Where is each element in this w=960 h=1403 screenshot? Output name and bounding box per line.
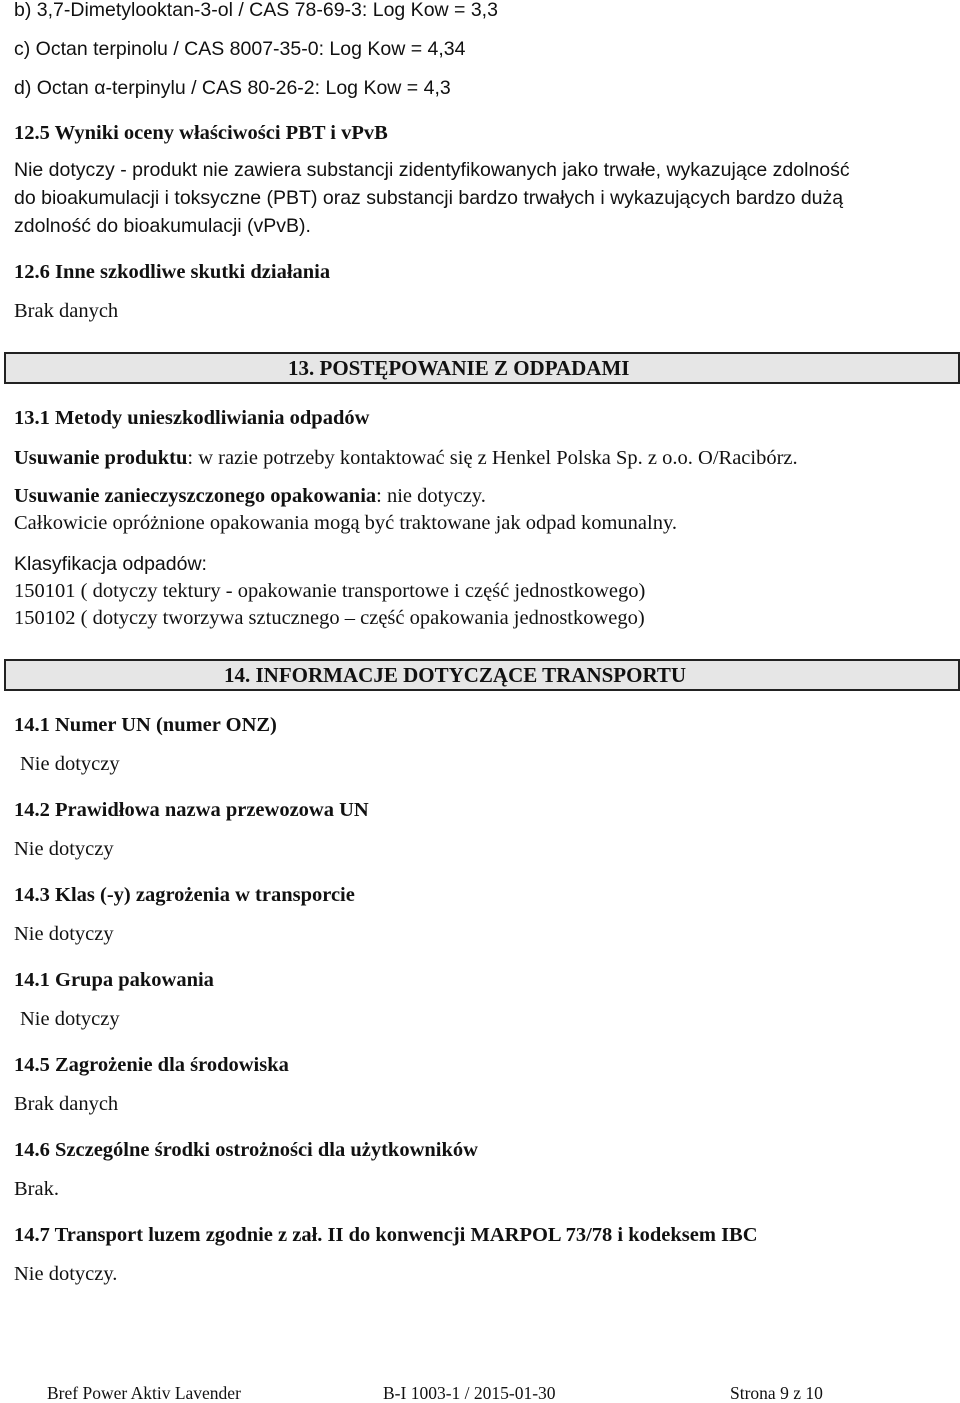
list-item-b: b) 3,7-Dimetylooktan-3-ol / CAS 78-69-3: Log Kow = 3,3 xyxy=(14,0,498,21)
waste-product-line xyxy=(14,446,798,470)
waste-code-150102: 150102 ( dotyczy tworzywa sztucznego – część opakowania jednostkowego) xyxy=(14,607,645,629)
section-14-6-heading: 14.6 Szczególne środki ostrożności dla użytkowników xyxy=(14,1139,478,1161)
footer-document-id: B-I 1003-1 / 2015-01-30 xyxy=(383,1383,556,1403)
section-14-4-heading: 14.1 Grupa pakowania xyxy=(14,969,214,991)
waste-code-150101: 150101 ( dotyczy tektury - opakowanie transportowe i część jednostkowego) xyxy=(14,580,646,602)
waste-packaging-label: Usuwanie zanieczyszczonego opakowania xyxy=(14,485,377,507)
section-14-3-value: Nie dotyczy xyxy=(14,923,114,945)
section-14-title: 14. INFORMACJE DOTYCZĄCE TRANSPORTU xyxy=(224,663,687,687)
section-14-2-heading: 14.2 Prawidłowa nazwa przewozowa UN xyxy=(14,799,369,821)
section-14-1-heading: 14.1 Numer UN (numer ONZ) xyxy=(14,714,277,736)
footer-product-name: Bref Power Aktiv Lavender xyxy=(47,1383,241,1403)
waste-product-label: Usuwanie produktu xyxy=(14,447,188,469)
section-14-6-value: Brak. xyxy=(14,1178,59,1200)
section-13-title: 13. POSTĘPOWANIE Z ODPADAMI xyxy=(288,356,630,380)
footer-page-number: Strona 9 z 10 xyxy=(730,1383,823,1403)
section-14-2-value: Nie dotyczy xyxy=(14,838,114,860)
section-12-6-heading: 12.6 Inne szkodliwe skutki działania xyxy=(14,261,331,283)
section-12-5-line-1: Nie dotyczy - produkt nie zawiera substancji zidentyfikowanych jako trwałe, wykazujące zdolność xyxy=(14,159,850,181)
section-12-6-text: Brak danych xyxy=(14,300,119,322)
waste-classification-label: Klasyfikacja odpadów: xyxy=(14,553,207,575)
section-14-5-heading: 14.5 Zagrożenie dla środowiska xyxy=(14,1054,289,1076)
section-12-5-heading: 12.5 Wyniki oceny właściwości PBT i vPvB xyxy=(14,122,388,144)
section-14-1-value: Nie dotyczy xyxy=(20,753,120,775)
section-13-1-heading: 13.1 Metody unieszkodliwiania odpadów xyxy=(14,407,370,429)
section-12-5-line-3: zdolność do bioakumulacji (vPvB). xyxy=(14,215,311,237)
waste-product-text: : w razie potrzeby kontaktować się z Henkel Polska Sp. z o.o. O/Racibórz. xyxy=(187,447,798,469)
list-item-d: d) Octan α-terpinylu / CAS 80-26-2: Log Kow = 4,3 xyxy=(14,77,451,99)
section-14-4-value: Nie dotyczy xyxy=(20,1008,120,1030)
waste-packaging-text: : nie dotyczy. xyxy=(376,485,486,507)
list-item-c: c) Octan terpinolu / CAS 8007-35-0: Log Kow = 4,34 xyxy=(14,38,466,60)
waste-packaging-line xyxy=(14,484,486,508)
section-14-7-value: Nie dotyczy. xyxy=(14,1263,118,1285)
section-14-3-heading: 14.3 Klas (-y) zagrożenia w transporcie xyxy=(14,884,355,906)
section-14-7-heading: 14.7 Transport luzem zgodnie z zał. II do konwencji MARPOL 73/78 i kodeksem IBC xyxy=(14,1224,758,1246)
section-12-5-line-2: do bioakumulacji i toksyczne (PBT) oraz substancji bardzo trwałych i wykazujących bardzo dużą xyxy=(14,187,844,209)
empty-packaging-text: Całkowicie opróżnione opakowania mogą być traktowane jak odpad komunalny. xyxy=(14,512,678,534)
section-14-5-value: Brak danych xyxy=(14,1093,119,1115)
